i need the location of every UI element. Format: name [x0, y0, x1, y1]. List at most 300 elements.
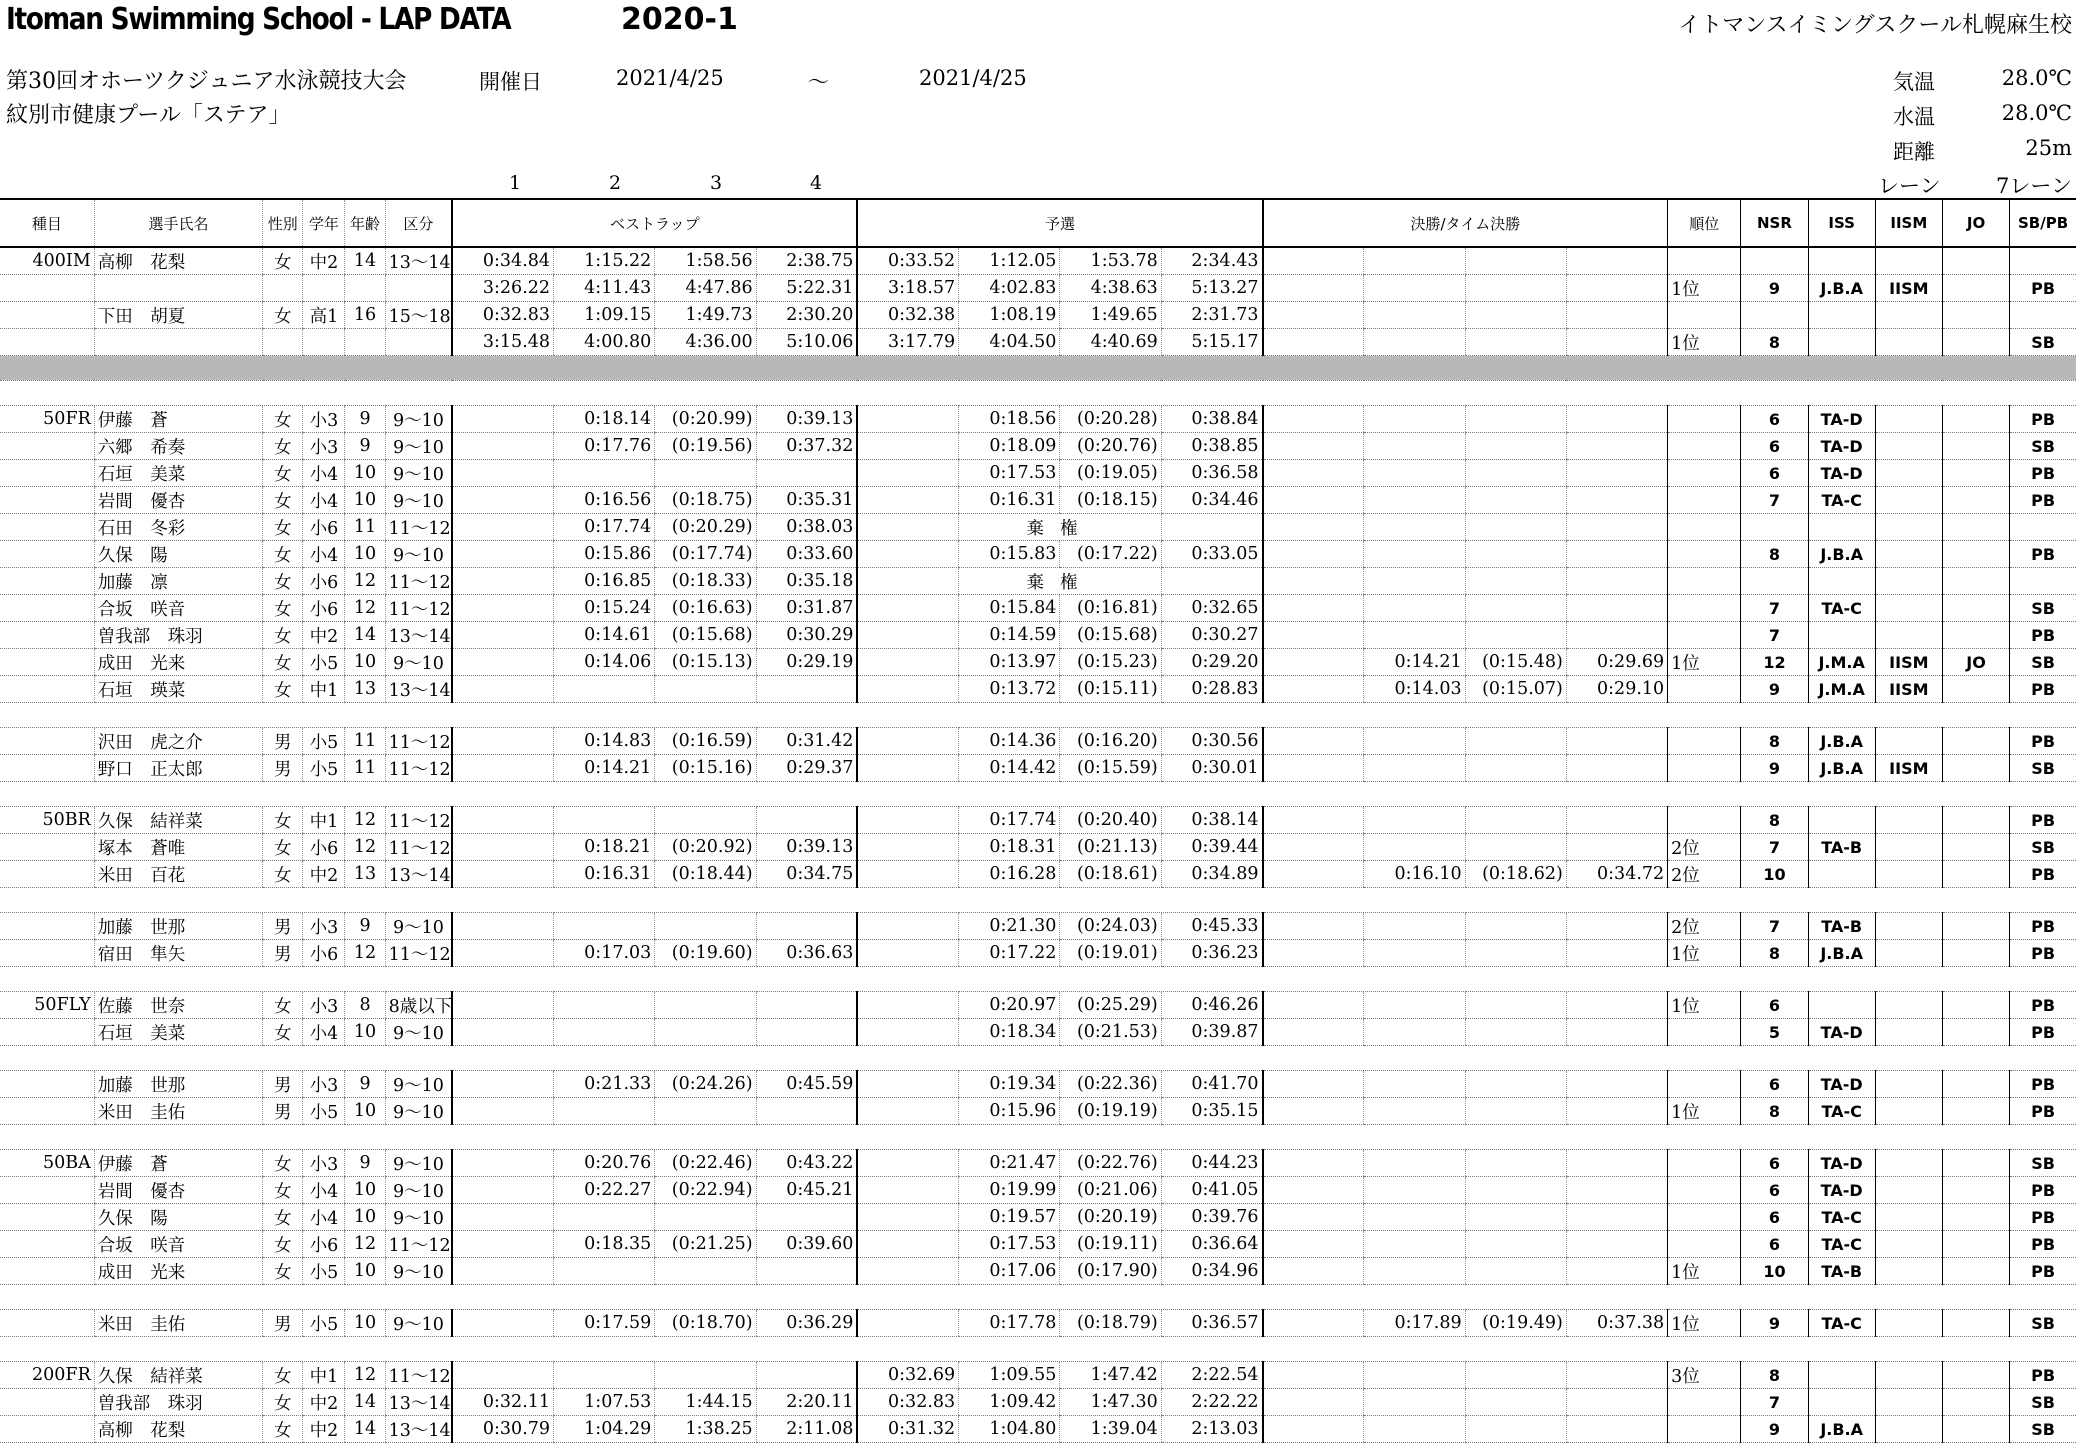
best-lap-cell: 1:07.53	[554, 1389, 655, 1416]
best-lap-cell	[452, 1362, 553, 1389]
final-lap-cell	[1364, 302, 1465, 329]
best-lap-cell: (0:21.25)	[655, 1231, 756, 1258]
best-lap-cell: 0:39.60	[756, 1231, 857, 1258]
final-lap-cell	[1364, 275, 1465, 302]
event-cell	[0, 460, 94, 487]
prelim-lap-cell: 0:34.96	[1161, 1258, 1262, 1285]
division-cell: 15～18	[385, 302, 452, 329]
prelim-lap-cell: 4:38.63	[1060, 275, 1161, 302]
prelim-lap-cell: 0:14.59	[959, 622, 1060, 649]
grade-cell: 小3	[303, 913, 345, 940]
prelim-lap-cell: 0:20.97	[959, 992, 1060, 1019]
final-lap-cell	[1364, 487, 1465, 514]
sbpb-cell: SB	[2010, 1389, 2076, 1416]
prelim-lap-cell	[857, 807, 958, 834]
grade-cell: 小5	[303, 649, 345, 676]
sbpb-cell: SB	[2010, 1150, 2076, 1177]
best-lap-cell: (0:20.92)	[655, 834, 756, 861]
final-lap-cell	[1465, 595, 1566, 622]
date-from: 2021/4/25	[616, 66, 724, 90]
age-cell: 10	[345, 541, 385, 568]
iism-cell	[1875, 1177, 1942, 1204]
final-lap-cell	[1263, 247, 1364, 275]
jo-cell	[1942, 940, 2009, 967]
sbpb-cell: SB	[2010, 755, 2076, 782]
empty-cell	[0, 888, 2076, 913]
prelim-lap-cell: 0:39.87	[1161, 1019, 1262, 1046]
final-lap-cell	[1566, 834, 1667, 861]
prelim-lap-cell: 0:18.31	[959, 834, 1060, 861]
best-lap-cell	[756, 1362, 857, 1389]
final-lap-cell	[1465, 433, 1566, 460]
age-cell: 14	[345, 622, 385, 649]
division-cell: 9～10	[385, 1258, 452, 1285]
prelim-lap-cell	[1161, 568, 1262, 595]
swimmer-name-cell: 石田 冬彩	[94, 514, 262, 541]
iss-cell	[1808, 622, 1875, 649]
rank-cell: 2位	[1668, 834, 1741, 861]
final-lap-cell	[1263, 329, 1364, 356]
prelim-lap-cell: 5:15.17	[1161, 329, 1262, 356]
sex-cell: 男	[263, 755, 303, 782]
nsr-cell: 9	[1741, 275, 1808, 302]
final-lap-cell	[1263, 728, 1364, 755]
final-lap-cell	[1465, 406, 1566, 433]
best-lap-cell: 0:35.18	[756, 568, 857, 595]
final-lap-cell	[1364, 406, 1465, 433]
sex-cell: 女	[263, 460, 303, 487]
final-lap-cell	[1364, 1019, 1465, 1046]
age-cell: 13	[345, 861, 385, 888]
final-lap-cell	[1263, 541, 1364, 568]
final-lap-cell	[1566, 1150, 1667, 1177]
prelim-lap-cell: 0:15.83	[959, 541, 1060, 568]
nsr-cell: 5	[1741, 1019, 1808, 1046]
event-cell	[0, 622, 94, 649]
nsr-cell: 8	[1741, 329, 1808, 356]
final-lap-cell	[1465, 302, 1566, 329]
lanes-label: レーン	[1878, 174, 1941, 198]
table-row	[0, 1071, 2076, 1098]
event-cell	[0, 1310, 94, 1337]
best-lap-cell	[554, 1098, 655, 1125]
division-cell: 9～10	[385, 1019, 452, 1046]
iss-cell: TA-D	[1808, 1150, 1875, 1177]
best-lap-cell	[655, 913, 756, 940]
best-lap-cell: 0:14.06	[554, 649, 655, 676]
final-lap-cell	[1566, 807, 1667, 834]
empty-cell	[0, 1125, 2076, 1150]
final-lap-cell	[1566, 514, 1667, 541]
best-lap-cell: 5:10.06	[756, 329, 857, 356]
final-lap-cell	[1465, 247, 1566, 275]
iss-cell: TA-C	[1808, 595, 1875, 622]
best-lap-cell: 0:39.13	[756, 834, 857, 861]
sbpb-cell: PB	[2010, 1177, 2076, 1204]
division-cell: 9～10	[385, 649, 452, 676]
prelim-lap-cell: (0:15.68)	[1060, 622, 1161, 649]
empty-cell	[0, 381, 2076, 406]
best-lap-cell: 0:18.21	[554, 834, 655, 861]
age-cell: 8	[345, 992, 385, 1019]
prelim-lap-cell: 0:19.57	[959, 1204, 1060, 1231]
division-cell: 9～10	[385, 1071, 452, 1098]
best-lap-cell: 0:16.85	[554, 568, 655, 595]
prelim-lap-cell	[857, 1019, 958, 1046]
best-lap-cell: 0:17.76	[554, 433, 655, 460]
event-cell	[0, 1019, 94, 1046]
prelim-lap-cell	[857, 1204, 958, 1231]
age-cell: 11	[345, 755, 385, 782]
prelim-lap-cell	[857, 1177, 958, 1204]
prelim-lap-cell: 2:34.43	[1161, 247, 1262, 275]
best-lap-cell: (0:20.99)	[655, 406, 756, 433]
jo-cell	[1942, 1258, 2009, 1285]
blank-row	[0, 967, 2076, 992]
final-lap-cell	[1465, 1204, 1566, 1231]
iism-cell	[1875, 728, 1942, 755]
final-lap-cell	[1263, 649, 1364, 676]
iss-cell	[1808, 1362, 1875, 1389]
prelim-lap-cell: 1:09.42	[959, 1389, 1060, 1416]
best-lap-cell: 2:11.08	[756, 1416, 857, 1443]
rank-cell	[1668, 487, 1741, 514]
prelim-lap-cell: 0:21.30	[959, 913, 1060, 940]
prelim-lap-cell: 0:30.01	[1161, 755, 1262, 782]
final-lap-cell	[1263, 406, 1364, 433]
event-cell: 400IM	[0, 247, 94, 275]
prelim-lap-cell: 0:14.36	[959, 728, 1060, 755]
iss-cell	[1808, 247, 1875, 275]
age-cell: 9	[345, 406, 385, 433]
final-lap-cell	[1465, 1389, 1566, 1416]
nsr-cell: 10	[1741, 1258, 1808, 1285]
jo-cell	[1942, 329, 2009, 356]
final-lap-cell	[1364, 1416, 1465, 1443]
rank-cell	[1668, 433, 1741, 460]
best-lap-cell	[452, 834, 553, 861]
sex-cell: 男	[263, 728, 303, 755]
final-lap-cell	[1465, 275, 1566, 302]
table-row	[0, 755, 2076, 782]
best-lap-cell	[452, 1231, 553, 1258]
best-lap-cell: 1:09.15	[554, 302, 655, 329]
col-rank: 順位	[1668, 199, 1741, 247]
final-lap-cell	[1263, 1362, 1364, 1389]
age-cell: 9	[345, 1071, 385, 1098]
prelim-lap-cell: 0:19.34	[959, 1071, 1060, 1098]
best-lap-cell	[452, 595, 553, 622]
col-grade: 学年	[303, 199, 345, 247]
iism-cell	[1875, 247, 1942, 275]
event-cell	[0, 568, 94, 595]
event-cell	[0, 1071, 94, 1098]
final-lap-cell	[1263, 1204, 1364, 1231]
division-cell: 11～12	[385, 807, 452, 834]
best-lap-cell	[452, 487, 553, 514]
final-lap-cell	[1263, 1150, 1364, 1177]
jo-cell	[1942, 433, 2009, 460]
jo-cell	[1942, 595, 2009, 622]
sex-cell: 女	[263, 1150, 303, 1177]
prelim-lap-cell: (0:21.06)	[1060, 1177, 1161, 1204]
final-lap-cell	[1364, 1231, 1465, 1258]
prelim-lap-cell: 0:35.15	[1161, 1098, 1262, 1125]
table-row	[0, 1098, 2076, 1125]
air-temp-value: 28.0℃	[2001, 66, 2072, 90]
jo-cell	[1942, 807, 2009, 834]
swimmer-name-cell: 宿田 隼矢	[94, 940, 262, 967]
jo-cell	[1942, 622, 2009, 649]
jo-cell	[1942, 1310, 2009, 1337]
jo-cell	[1942, 834, 2009, 861]
jo-cell	[1942, 1204, 2009, 1231]
iss-cell: TA-C	[1808, 1098, 1875, 1125]
prelim-lap-cell: 3:17.79	[857, 329, 958, 356]
final-lap-cell	[1364, 595, 1465, 622]
best-lap-cell: 0:38.03	[756, 514, 857, 541]
sex-cell: 女	[263, 1204, 303, 1231]
final-lap-cell: 0:14.03	[1364, 676, 1465, 703]
rank-cell	[1668, 247, 1741, 275]
final-lap-cell	[1465, 487, 1566, 514]
final-lap-cell	[1263, 622, 1364, 649]
rank-cell	[1668, 1150, 1741, 1177]
final-lap-cell	[1566, 1416, 1667, 1443]
event-cell: 50FR	[0, 406, 94, 433]
prelim-lap-cell: 0:32.69	[857, 1362, 958, 1389]
final-lap-cell	[1566, 992, 1667, 1019]
final-lap-cell: (0:18.62)	[1465, 861, 1566, 888]
final-lap-cell	[1566, 541, 1667, 568]
final-lap-cell	[1364, 940, 1465, 967]
table-row	[0, 1177, 2076, 1204]
final-lap-cell	[1364, 992, 1465, 1019]
grade-cell: 小5	[303, 1098, 345, 1125]
prelim-lap-cell: 0:15.96	[959, 1098, 1060, 1125]
best-lap-cell: (0:20.29)	[655, 514, 756, 541]
best-lap-cell: 0:17.59	[554, 1310, 655, 1337]
prelim-lap-cell: 0:17.74	[959, 807, 1060, 834]
final-lap-cell	[1263, 834, 1364, 861]
prelim-lap-cell: 0:36.23	[1161, 940, 1262, 967]
final-lap-cell	[1263, 1310, 1364, 1337]
empty-cell	[0, 1046, 2076, 1071]
final-lap-cell	[1566, 622, 1667, 649]
division-cell: 11～12	[385, 940, 452, 967]
best-lap-cell	[452, 1071, 553, 1098]
final-lap-cell	[1465, 1177, 1566, 1204]
sbpb-cell: SB	[2010, 1416, 2076, 1443]
prelim-lap-cell: 0:13.97	[959, 649, 1060, 676]
nsr-cell: 9	[1741, 755, 1808, 782]
prelim-lap-cell: (0:19.19)	[1060, 1098, 1161, 1125]
iism-cell	[1875, 807, 1942, 834]
sex-cell	[263, 275, 303, 302]
venue-name: 紋別市健康プール「ステア」	[6, 103, 291, 128]
division-cell: 11～12	[385, 1231, 452, 1258]
event-cell	[0, 861, 94, 888]
prelim-lap-cell: 0:41.05	[1161, 1177, 1262, 1204]
rank-cell: 1位	[1668, 992, 1741, 1019]
rank-cell: 1位	[1668, 1310, 1741, 1337]
sex-cell: 女	[263, 1416, 303, 1443]
rank-cell	[1668, 728, 1741, 755]
best-lap-cell	[756, 1258, 857, 1285]
date-label: 開催日	[479, 70, 542, 94]
division-cell: 9～10	[385, 913, 452, 940]
nsr-cell: 6	[1741, 1150, 1808, 1177]
prelim-lap-cell: 0:44.23	[1161, 1150, 1262, 1177]
swimmer-name-cell: 高柳 花梨	[94, 247, 262, 275]
table-row	[0, 302, 2076, 329]
final-lap-cell	[1465, 728, 1566, 755]
jo-cell	[1942, 992, 2009, 1019]
final-lap-cell	[1566, 433, 1667, 460]
event-cell	[0, 433, 94, 460]
distance-value: 25m	[2025, 136, 2072, 160]
final-lap-cell	[1364, 433, 1465, 460]
prelim-lap-cell: (0:24.03)	[1060, 913, 1161, 940]
prelim-lap-cell: 2:22.54	[1161, 1362, 1262, 1389]
prelim-lap-cell: 0:17.22	[959, 940, 1060, 967]
final-lap-cell	[1566, 1389, 1667, 1416]
best-lap-cell: (0:22.94)	[655, 1177, 756, 1204]
final-lap-cell	[1263, 487, 1364, 514]
jo-cell	[1942, 247, 2009, 275]
col-final: 決勝/タイム決勝	[1263, 199, 1668, 247]
final-lap-cell	[1364, 1258, 1465, 1285]
final-lap-cell: (0:15.07)	[1465, 676, 1566, 703]
grade-cell: 小6	[303, 1231, 345, 1258]
prelim-lap-cell	[857, 1098, 958, 1125]
jo-cell	[1942, 406, 2009, 433]
sex-cell: 女	[263, 1389, 303, 1416]
prelim-lap-cell: 0:36.58	[1161, 460, 1262, 487]
age-cell: 16	[345, 302, 385, 329]
grade-cell: 小3	[303, 1071, 345, 1098]
best-lap-cell	[452, 676, 553, 703]
rank-cell: 1位	[1668, 649, 1741, 676]
lanes-value: 7レーン	[1996, 174, 2072, 198]
division-cell: 9～10	[385, 460, 452, 487]
swimmer-name-cell: 合坂 咲音	[94, 595, 262, 622]
col-best-lap: ベストラップ	[452, 199, 857, 247]
final-lap-cell	[1263, 1019, 1364, 1046]
nsr-cell: 7	[1741, 595, 1808, 622]
event-cell	[0, 595, 94, 622]
final-lap-cell	[1263, 1416, 1364, 1443]
final-lap-cell	[1566, 913, 1667, 940]
iss-cell: TA-D	[1808, 1019, 1875, 1046]
sex-cell: 女	[263, 568, 303, 595]
iss-cell	[1808, 329, 1875, 356]
age-cell: 10	[345, 487, 385, 514]
final-lap-cell	[1364, 514, 1465, 541]
sbpb-cell	[2010, 302, 2076, 329]
age-cell: 12	[345, 1231, 385, 1258]
prelim-lap-cell: 2:13.03	[1161, 1416, 1262, 1443]
iism-cell	[1875, 1362, 1942, 1389]
iism-cell	[1875, 487, 1942, 514]
nsr-cell: 9	[1741, 1310, 1808, 1337]
nsr-cell: 7	[1741, 913, 1808, 940]
grade-cell: 中2	[303, 247, 345, 275]
best-lap-cell: 0:16.56	[554, 487, 655, 514]
grade-cell	[303, 275, 345, 302]
final-lap-cell	[1364, 1204, 1465, 1231]
prelim-lap-cell: 1:49.65	[1060, 302, 1161, 329]
sex-cell: 女	[263, 433, 303, 460]
grade-cell: 小5	[303, 1258, 345, 1285]
table-row	[0, 1416, 2076, 1443]
empty-cell	[0, 703, 2076, 728]
prelim-lap-cell: 3:18.57	[857, 275, 958, 302]
final-lap-cell	[1263, 514, 1364, 541]
prelim-lap-cell	[857, 992, 958, 1019]
event-cell	[0, 1416, 94, 1443]
table-row	[0, 487, 2076, 514]
prelim-lap-cell: (0:19.05)	[1060, 460, 1161, 487]
best-lap-cell	[655, 460, 756, 487]
final-lap-cell	[1465, 1231, 1566, 1258]
best-lap-cell: 4:00.80	[554, 329, 655, 356]
swimmer-name-cell: 合坂 咲音	[94, 1231, 262, 1258]
best-lap-cell: 5:22.31	[756, 275, 857, 302]
col-name: 選手氏名	[94, 199, 262, 247]
prelim-lap-cell: (0:20.28)	[1060, 406, 1161, 433]
table-row	[0, 861, 2076, 888]
final-lap-cell	[1364, 1177, 1465, 1204]
rank-cell	[1668, 807, 1741, 834]
prelim-lap-cell	[857, 406, 958, 433]
prelim-lap-cell	[857, 861, 958, 888]
best-lap-cell	[655, 1204, 756, 1231]
swimmer-name-cell: 伊藤 蒼	[94, 406, 262, 433]
iism-cell	[1875, 1231, 1942, 1258]
prelim-lap-cell: (0:16.81)	[1060, 595, 1161, 622]
sbpb-cell: SB	[2010, 595, 2076, 622]
final-lap-cell	[1263, 940, 1364, 967]
prelim-lap-cell: 0:21.47	[959, 1150, 1060, 1177]
age-cell: 9	[345, 433, 385, 460]
best-lap-cell: 0:17.03	[554, 940, 655, 967]
prelim-lap-cell: 0:36.64	[1161, 1231, 1262, 1258]
table-row	[0, 913, 2076, 940]
best-lap-cell: (0:19.60)	[655, 940, 756, 967]
best-lap-cell: 0:31.42	[756, 728, 857, 755]
jo-cell	[1942, 568, 2009, 595]
nsr-cell: 8	[1741, 541, 1808, 568]
table-row	[0, 676, 2076, 703]
nsr-cell: 7	[1741, 834, 1808, 861]
jo-cell	[1942, 1389, 2009, 1416]
best-lap-cell: 0:14.21	[554, 755, 655, 782]
final-lap-cell	[1566, 247, 1667, 275]
best-lap-cell	[452, 1310, 553, 1337]
prelim-lap-cell: (0:20.19)	[1060, 1204, 1161, 1231]
final-lap-cell	[1566, 1098, 1667, 1125]
swimmer-name-cell: 加藤 凛	[94, 568, 262, 595]
best-lap-cell	[756, 676, 857, 703]
event-cell	[0, 541, 94, 568]
iism-cell	[1875, 1389, 1942, 1416]
sbpb-cell: PB	[2010, 275, 2076, 302]
swimmer-name-cell: 石垣 美菜	[94, 460, 262, 487]
prelim-lap-cell	[857, 1310, 958, 1337]
age-cell	[345, 275, 385, 302]
age-cell: 12	[345, 595, 385, 622]
